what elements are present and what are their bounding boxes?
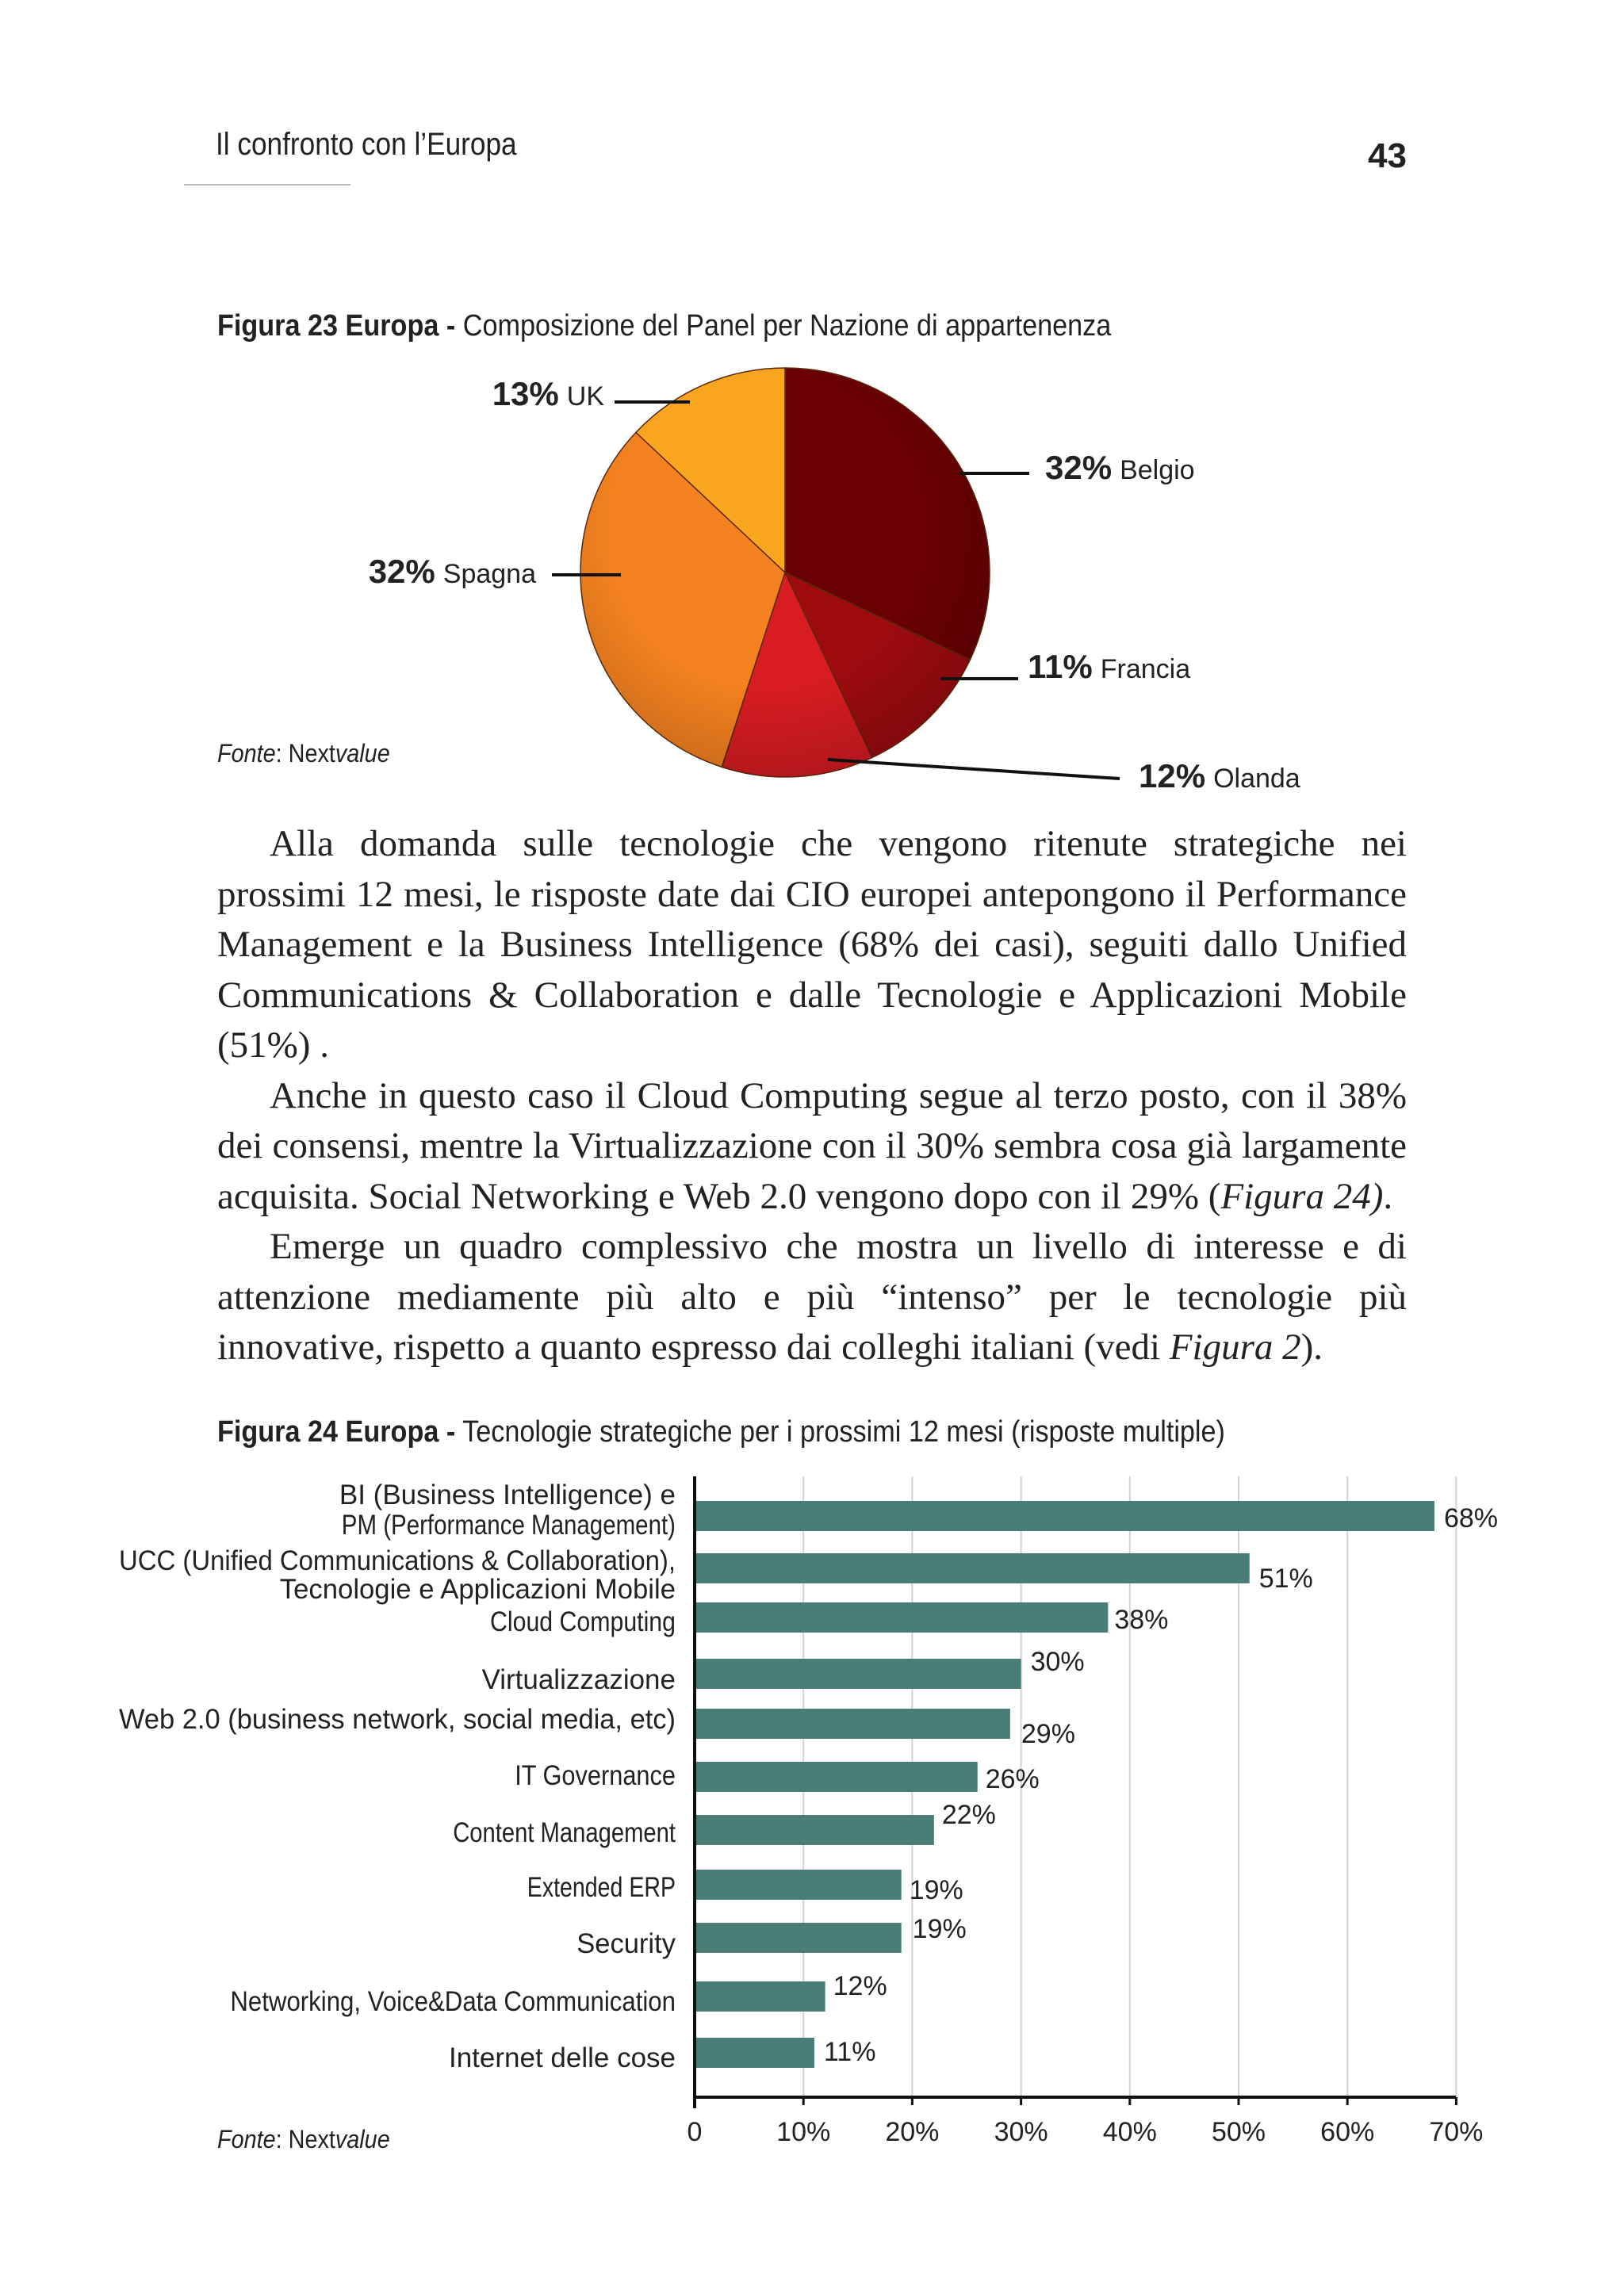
- pie-label-uk: 13% UK: [492, 375, 604, 412]
- running-title: Il confronto con l’Europa: [216, 127, 517, 162]
- figure-23-label: Figura 23 Europa -: [217, 309, 456, 343]
- source-label: Fonte: [217, 2125, 276, 2153]
- pie-label-francia: 11% Francia: [1028, 648, 1191, 685]
- category-label: Cloud Computing: [490, 1606, 676, 1637]
- category-label: UCC (Unified Communications & Collaboration),: [119, 1545, 676, 1576]
- body-paragraph-2-tail: .: [1383, 1175, 1393, 1217]
- x-tick-label: 10%: [776, 2117, 831, 2147]
- body-paragraph-1: Alla domanda sulle tecnologie che vengono ritenute strategiche nei prossimi 12 mesi, le risposte date dai CIO europei antepongono il Performance Management e la Business Intelligence (68% dei casi), seguiti dallo Unified Communications & Collaboration e dalle Tecnologie e Applicazioni Mobile (51%) .: [217, 823, 1407, 1066]
- x-tick-label: 60%: [1320, 2117, 1375, 2147]
- category-label: Virtualizzazione: [481, 1664, 676, 1695]
- x-tick-label: 70%: [1429, 2117, 1484, 2147]
- figure-23-title: Composizione del Panel per Nazione di appartenenza: [462, 309, 1112, 343]
- bar-value-label: 12%: [833, 1971, 887, 2001]
- body-paragraph-2-text: Anche in questo caso il Cloud Computing segue al terzo posto, con il 38% dei consensi, mentre la Virtualizzazione con il 30% sembra cosa già largamente acquisita. Social Networking e Web 2.0 vengono dopo con il 29% (: [217, 1074, 1407, 1217]
- category-label: BI (Business Intelligence) e: [339, 1480, 676, 1510]
- body-paragraph-3-text: Emerge un quadro complessivo che mostra un livello di interesse e di attenzione mediamente più alto e più “intenso” per le tecnologie più innovative, rispetto a quanto espresso dai colleghi italiani (vedi: [217, 1226, 1407, 1368]
- x-tick-label: 40%: [1102, 2117, 1157, 2147]
- bar: [695, 1501, 1434, 1531]
- figure-2-reference: Figura 2: [1169, 1326, 1301, 1368]
- source-name-italic: value: [335, 739, 390, 768]
- category-label: Internet delle cose: [448, 2042, 676, 2073]
- bar: [695, 2038, 814, 2068]
- category-label: Tecnologie e Applicazioni Mobile: [279, 1574, 676, 1605]
- category-label: IT Governance: [515, 1760, 676, 1791]
- bar-value-label: 19%: [912, 1914, 967, 1944]
- source-name: : Next: [275, 2125, 335, 2153]
- x-tick-label: 50%: [1211, 2117, 1266, 2147]
- bar-value-label: 51%: [1258, 1564, 1313, 1594]
- bar-value-label: 19%: [909, 1875, 963, 1905]
- category-label: Security: [576, 1928, 676, 1959]
- bar-value-label: 29%: [1021, 1719, 1075, 1749]
- bar: [695, 1659, 1021, 1689]
- category-label: Extended ERP: [527, 1872, 676, 1903]
- x-tick-label: 30%: [994, 2117, 1048, 2147]
- bar: [695, 1923, 902, 1953]
- bar-value-label: 68%: [1443, 1503, 1499, 1533]
- bar: [695, 1602, 1108, 1633]
- figure-24-title: Tecnologie strategiche per i prossimi 12 mesi (risposte multiple): [462, 1415, 1225, 1449]
- bar-value-label: 22%: [941, 1800, 996, 1830]
- figure-24-reference: Figura 24): [1220, 1175, 1384, 1217]
- bar: [695, 1553, 1250, 1583]
- bar: [695, 1981, 825, 2012]
- bar-value-label: 11%: [823, 2037, 876, 2067]
- bar-value-label: 30%: [1030, 1647, 1085, 1677]
- x-tick-label: 20%: [885, 2117, 940, 2147]
- pie-label-belgio: 32% Belgio: [1045, 449, 1195, 486]
- pie-label-spagna: 32% Spagna: [368, 553, 536, 590]
- bar: [695, 1709, 1010, 1739]
- category-label: Networking, Voice&Data Communication: [230, 1986, 676, 2017]
- category-label: Web 2.0 (business network, social media, etc): [119, 1704, 676, 1735]
- bar: [695, 1815, 934, 1845]
- figure-24-source: [217, 2125, 390, 2154]
- bar: [695, 1762, 978, 1792]
- category-label: PM (Performance Management): [341, 1510, 676, 1541]
- category-label: Content Management: [453, 1817, 676, 1848]
- bar-value-label: 38%: [1114, 1605, 1169, 1635]
- source-label: Fonte: [217, 739, 276, 768]
- pie-label-olanda: 12% Olanda: [1139, 757, 1300, 794]
- x-tick-label: 0: [687, 2117, 703, 2147]
- source-name: : Next: [275, 739, 335, 768]
- bar-value-label: 26%: [985, 1764, 1040, 1794]
- source-name-italic: value: [335, 2125, 390, 2153]
- page-number: 43: [1368, 136, 1407, 175]
- figure-24-label: Figura 24 Europa -: [217, 1415, 456, 1449]
- body-paragraph-3-tail: ).: [1300, 1326, 1323, 1368]
- bar: [695, 1870, 902, 1900]
